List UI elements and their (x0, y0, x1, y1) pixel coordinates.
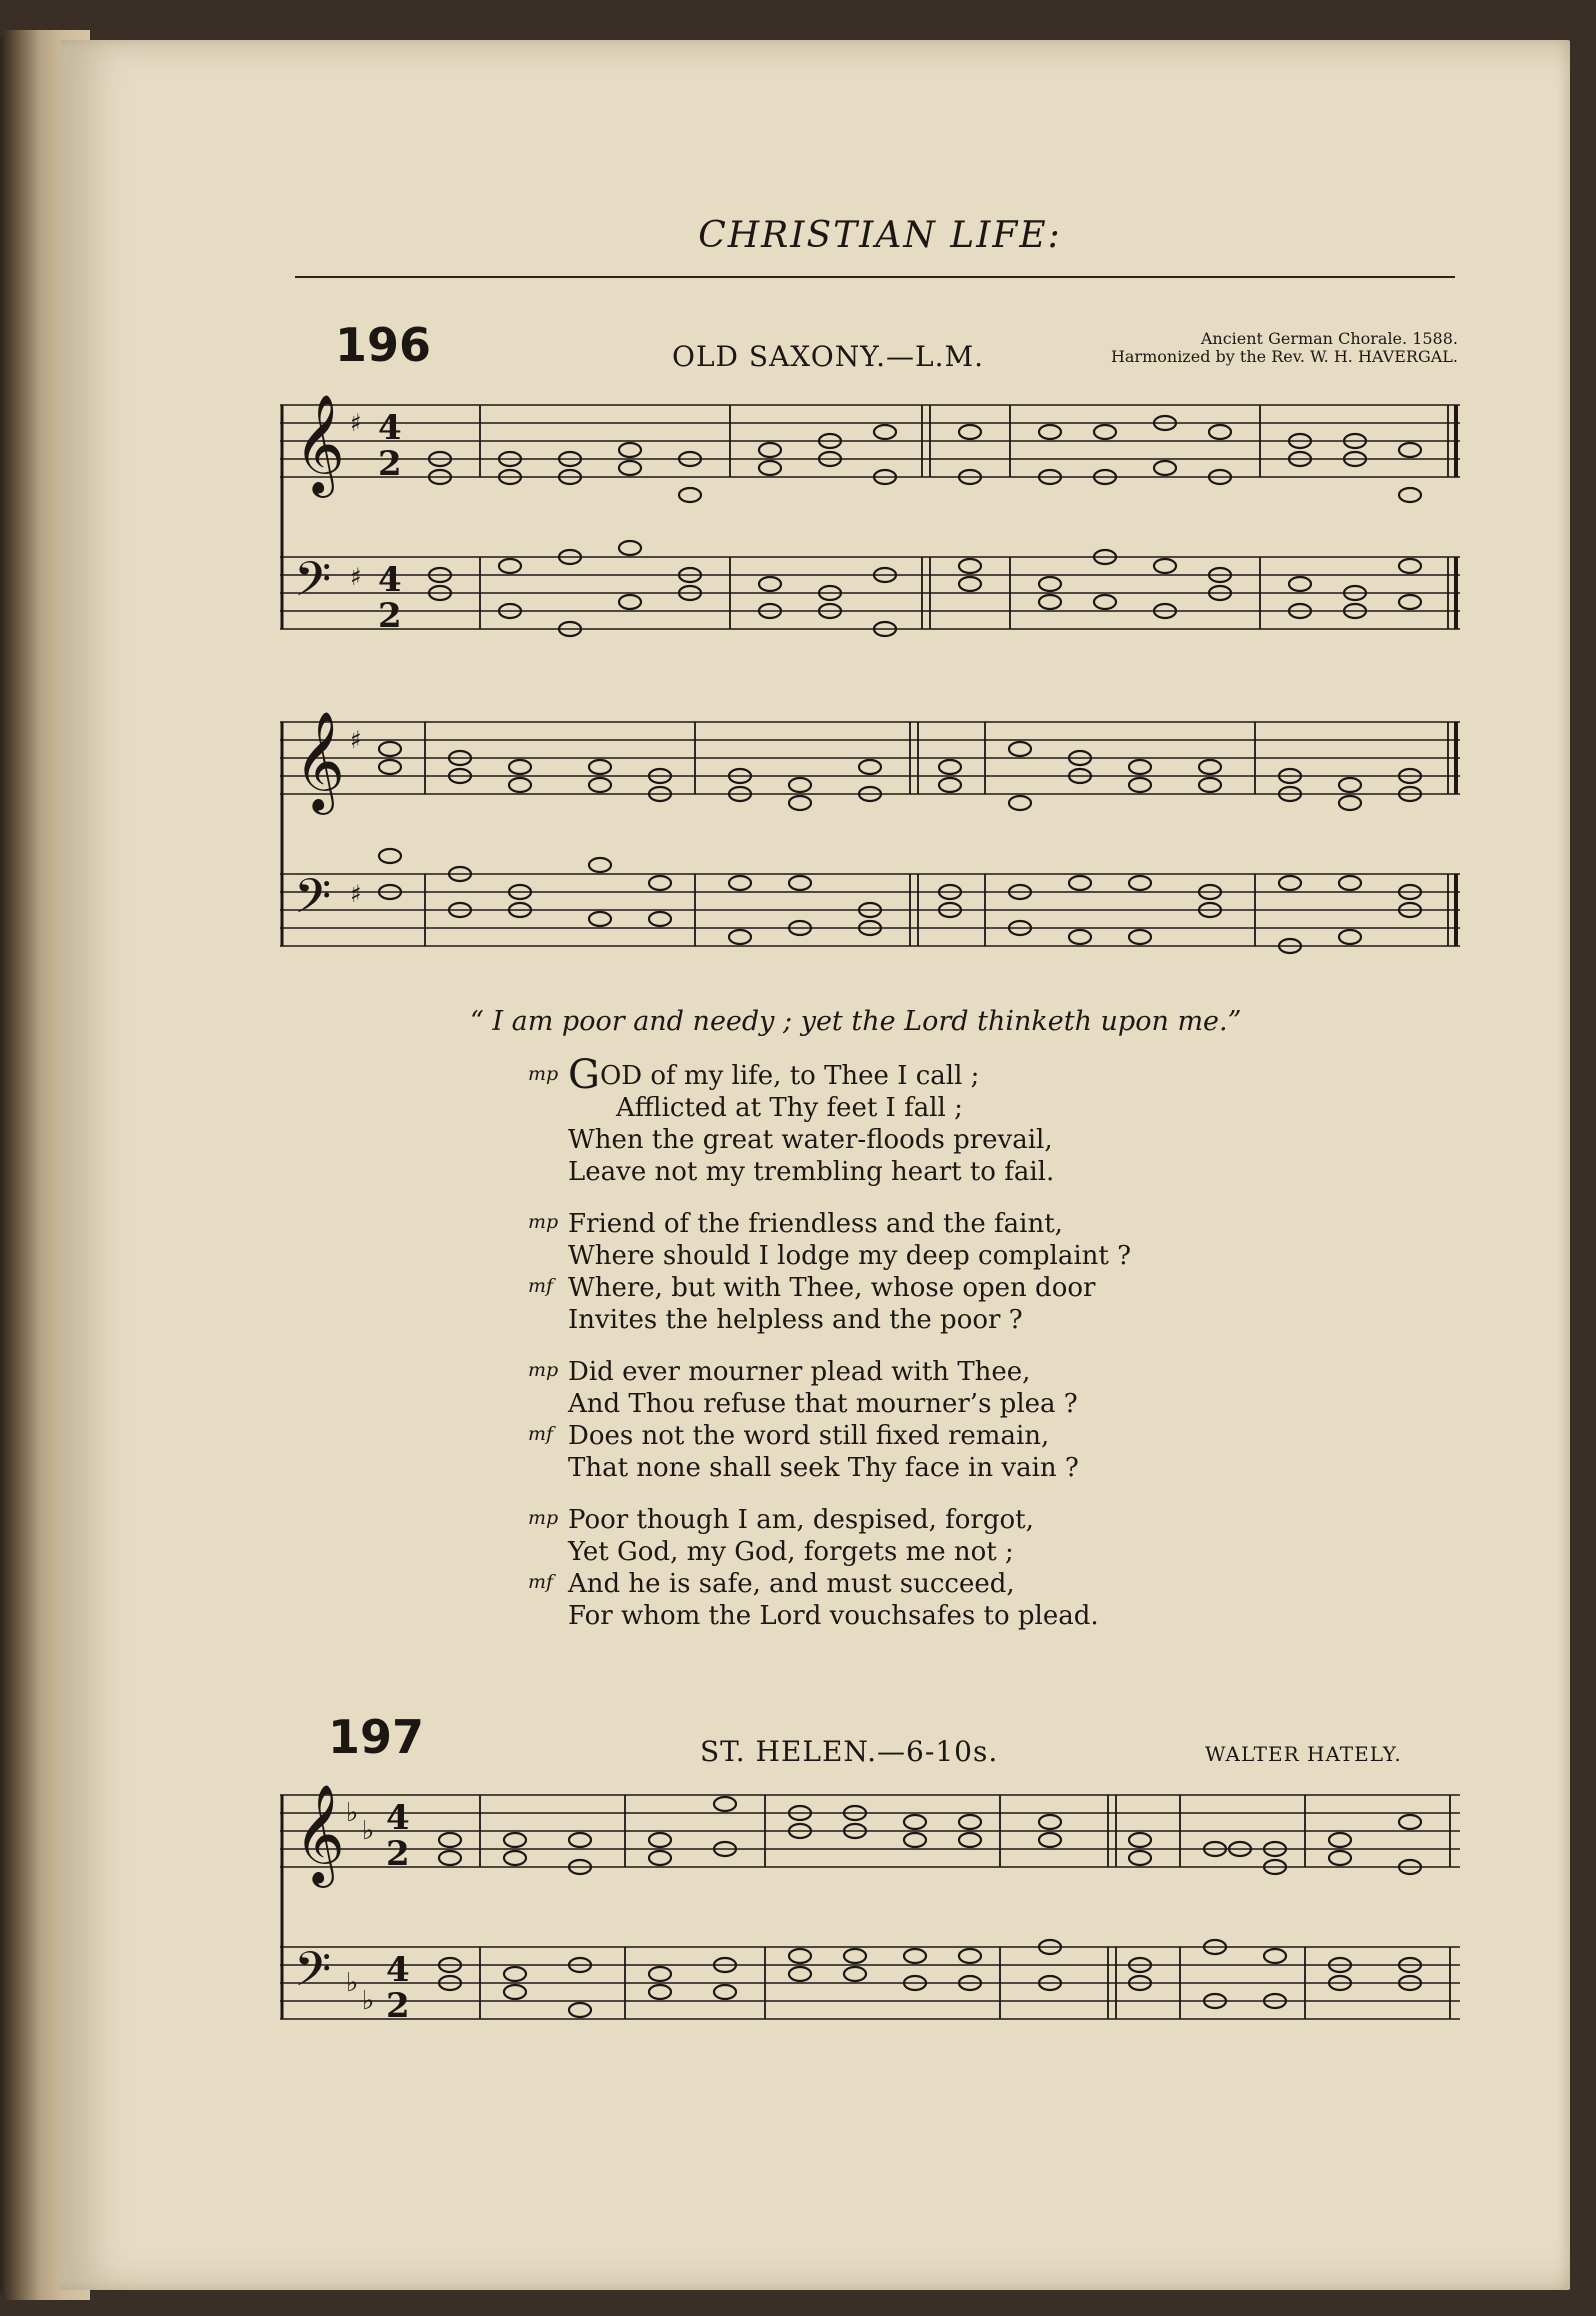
verse-line (568, 1536, 1328, 1568)
key-signature-flat: ♭ (362, 1816, 375, 1846)
notes-system-2 (379, 742, 1421, 953)
bass-clef-icon: 𝄢 (294, 868, 332, 936)
verse-text: Invites the helpless and the poor ? (568, 1305, 1023, 1335)
verse-text: Yet God, my God, forgets me not ; (568, 1537, 1014, 1567)
verse-line (568, 1600, 1328, 1632)
verse-text: That none shall seek Thy face in vain ? (568, 1453, 1079, 1483)
stanza-2 (528, 1208, 1328, 1336)
header-rule (295, 276, 1455, 278)
composer-197: WALTER HATELY. (1205, 1742, 1402, 1766)
verse-text: OD of my life, to Thee I call ; (599, 1061, 980, 1091)
dynamic-mark: mf (528, 1275, 554, 1297)
drop-cap: G (568, 1052, 600, 1098)
verse-text: For whom the Lord vouchsafes to plead. (568, 1601, 1099, 1631)
treble-clef-icon: 𝄞 (294, 395, 345, 494)
key-signature-sharp: ♯ (350, 409, 362, 437)
dynamic-mark: mf (528, 1423, 554, 1445)
key-signature-sharp: ♯ (350, 563, 362, 591)
running-head: CHRISTIAN LIFE: (698, 215, 1062, 256)
verse-text: Where should I lodge my deep complaint ? (568, 1241, 1132, 1271)
verse-text: Did ever mourner plead with Thee, (568, 1357, 1031, 1387)
verse-text: When the great water-floods prevail, (568, 1125, 1053, 1155)
verse-line (568, 1156, 1328, 1188)
verse-line (568, 1124, 1328, 1156)
hymn-epigraph: “ I am poor and needy ; yet the Lord thinketh upon me.” (470, 1006, 1242, 1037)
notes-system-1 (429, 416, 1421, 636)
tune-title-196: OLD SAXONY.—L.M. (672, 340, 985, 373)
time-sig-bottom: 2 (378, 596, 402, 636)
verse-line (528, 1272, 1328, 1304)
treble-clef-icon: 𝄞 (294, 712, 345, 811)
attribution-line-2: Harmonized by the Rev. W. H. HAVERGAL. (1110, 347, 1458, 366)
verse-line (568, 1240, 1328, 1272)
bass-clef-icon: 𝄢 (294, 551, 332, 619)
music-system-3 (280, 1785, 1460, 2055)
dynamic-mark: mp (528, 1507, 559, 1529)
notes-system-3 (439, 1797, 1421, 2017)
verse-line (528, 1504, 1328, 1536)
key-signature-flat: ♭ (362, 1986, 375, 2016)
verse-line (568, 1388, 1328, 1420)
hymn-number-197: 197 (328, 1710, 425, 1764)
verse-text: Leave not my trembling heart to fail. (568, 1157, 1055, 1187)
time-sig-bottom: 2 (386, 1986, 410, 2026)
verse-line (568, 1452, 1328, 1484)
verse-text: Does not the word still fixed remain, (568, 1421, 1050, 1451)
verse-text: And he is safe, and must succeed, (568, 1569, 1015, 1599)
time-sig-bottom: 2 (378, 444, 402, 484)
time-sig-top: 4 (378, 560, 402, 600)
verse-line (568, 1092, 1328, 1124)
bass-clef-icon: 𝄢 (294, 1941, 332, 2009)
stanza-3 (528, 1356, 1328, 1484)
verse-text: Afflicted at Thy feet I fall ; (616, 1093, 963, 1123)
attribution-line-1: Ancient German Chorale. 1588. (1200, 329, 1458, 348)
verse-text: Where, but with Thee, whose open door (568, 1273, 1096, 1303)
time-sig-top: 4 (386, 1798, 410, 1838)
verse-text: Friend of the friendless and the faint, (568, 1209, 1063, 1239)
time-sig-top: 4 (386, 1950, 410, 1990)
verse-line (528, 1052, 1328, 1098)
stanza-1 (528, 1052, 1328, 1188)
dynamic-mark: mp (528, 1063, 559, 1085)
dynamic-mark: mp (528, 1359, 559, 1381)
music-system-2 (280, 712, 1460, 982)
verse-line (568, 1304, 1328, 1336)
verse-line (528, 1420, 1328, 1452)
tune-title-197: ST. HELEN.—6-10s. (700, 1735, 999, 1768)
dynamic-mark: mp (528, 1211, 559, 1233)
key-signature-sharp: ♯ (350, 880, 362, 908)
time-sig-top: 4 (378, 408, 402, 448)
hymn-number-196: 196 (335, 318, 432, 372)
verse-line (528, 1208, 1328, 1240)
time-sig-bottom: 2 (386, 1834, 410, 1874)
key-signature-sharp: ♯ (350, 726, 362, 754)
music-system-1 (280, 395, 1460, 665)
treble-clef-icon: 𝄞 (294, 1785, 345, 1884)
verse-text: Poor though I am, despised, forgot, (568, 1505, 1034, 1535)
stanza-4 (528, 1504, 1328, 1632)
key-signature-flat: ♭ (346, 1798, 359, 1828)
key-signature-flat: ♭ (346, 1968, 359, 1998)
verse-line (528, 1356, 1328, 1388)
tune-attribution-196 (1010, 330, 1458, 366)
verse-text: And Thou refuse that mourner’s plea ? (568, 1389, 1078, 1419)
hymn-196-verses (528, 1052, 1328, 1652)
verse-line (528, 1568, 1328, 1600)
dynamic-mark: mf (528, 1571, 554, 1593)
